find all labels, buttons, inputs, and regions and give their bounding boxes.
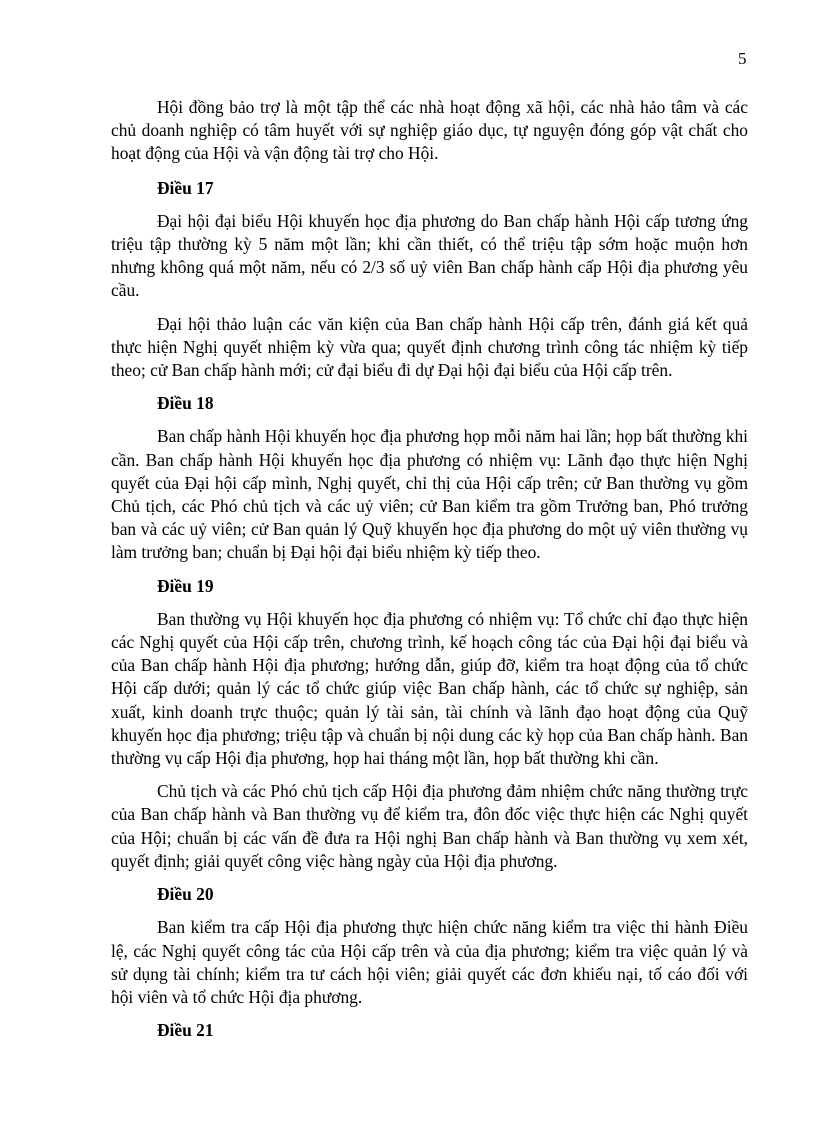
paragraph-article-19-2: Chủ tịch và các Phó chủ tịch cấp Hội địa phương đảm nhiệm chức năng thường trực của Ban chấp hành và Ban thường vụ để kiểm tra, đôn đốc việc thực hiện các Nghị quyết của Hội; chuẩn bị các vấn đề đưa ra Hội nghị Ban chấp hành và Ban thường vụ xem xét, quyết định; giải quyết công việc hàng ngày của Hội địa phương. [111,781,748,871]
paragraph-article-17-2: Đại hội thảo luận các văn kiện của Ban chấp hành Hội cấp trên, đánh giá kết quả thực hiện Nghị quyết nhiệm kỳ vừa qua; quyết định chương trình công tác nhiệm kỳ tiếp theo; cử Ban chấp hành mới; cử đại biểu đi dự Đại hội đại biểu của Hội cấp trên. [111,313,748,381]
heading-article-17: Điều 17 [157,177,214,198]
document-body [111,96,748,1052]
paragraph-article-16-end: Hội đồng bảo trợ là một tập thể các nhà hoạt động xã hội, các nhà hảo tâm và các chủ doanh nghiệp có tâm huyết với sự nghiệp giáo dục, tự nguyện đóng góp vật chất cho hoạt động của Hội và vận động tài trợ cho Hội. [111,97,748,164]
paragraph-article-19-1: Ban thường vụ Hội khuyến học địa phương có nhiệm vụ: Tổ chức chỉ đạo thực hiện các Nghị quyết của Hội cấp trên, chương trình, kế hoạch công tác của Đại hội đại biểu và của Ban chấp hành Hội địa phương; hướng dẫn, giúp đỡ, kiểm tra hoạt động của tổ chức Hội cấp dưới; quản lý các tổ chức giúp việc Ban chấp hành, các tổ chức sự nghiệp, sản xuất, kinh doanh trực thuộc; quản lý tài sản, tài chính và lãnh đạo hoạt động của Quỹ khuyến học địa phương; triệu tập và chuẩn bị nội dung các kỳ họp của Ban chấp hành. Ban thường vụ cấp Hội địa phương, họp hai tháng một lần, họp bất thường khi cần. [111,608,748,769]
heading-article-21: Điều 21 [157,1020,214,1041]
heading-article-19: Điều 19 [157,575,214,596]
heading-article-20: Điều 20 [157,884,214,905]
page-number: 5 [738,49,747,68]
paragraph-article-17-1: Đại hội đại biểu Hội khuyến học địa phương do Ban chấp hành Hội cấp tương ứng triệu tập thường kỳ 5 năm một lần; khi cần thiết, có thể triệu tập sớm hoặc muộn hơn nhưng không quá một năm, nếu có 2/3 số uỷ viên Ban chấp hành cấp Hội địa phương yêu cầu. [111,210,748,301]
heading-article-18: Điều 18 [157,393,214,414]
paragraph-article-18: Ban chấp hành Hội khuyến học địa phương họp mỗi năm hai lần; họp bất thường khi cần. Ban chấp hành Hội khuyến học địa phương có nhiệm vụ: Lãnh đạo thực hiện Nghị quyết của Đại hội cấp mình, Nghị quyết, chỉ thị của Hội cấp trên; cử Ban thường vụ gồm Chủ tịch, các Phó chủ tịch và các uỷ viên; cử Ban kiểm tra gồm Trưởng ban, Phó trưởng ban và các uỷ viên; cử Ban quản lý Quỹ khuyến học địa phương do một uỷ viên thường vụ làm trưởng ban; chuẩn bị Đại hội đại biểu nhiệm kỳ tiếp theo. [111,426,748,563]
paragraph-article-20: Ban kiểm tra cấp Hội địa phương thực hiện chức năng kiểm tra việc thi hành Điều lệ, các Nghị quyết công tác của Hội cấp trên và của địa phương; kiểm tra việc quản lý và sử dụng tài chính; kiểm tra tư cách hội viên; giải quyết các đơn khiếu nại, tố cáo đối với hội viên và tổ chức Hội địa phương. [111,917,748,1007]
